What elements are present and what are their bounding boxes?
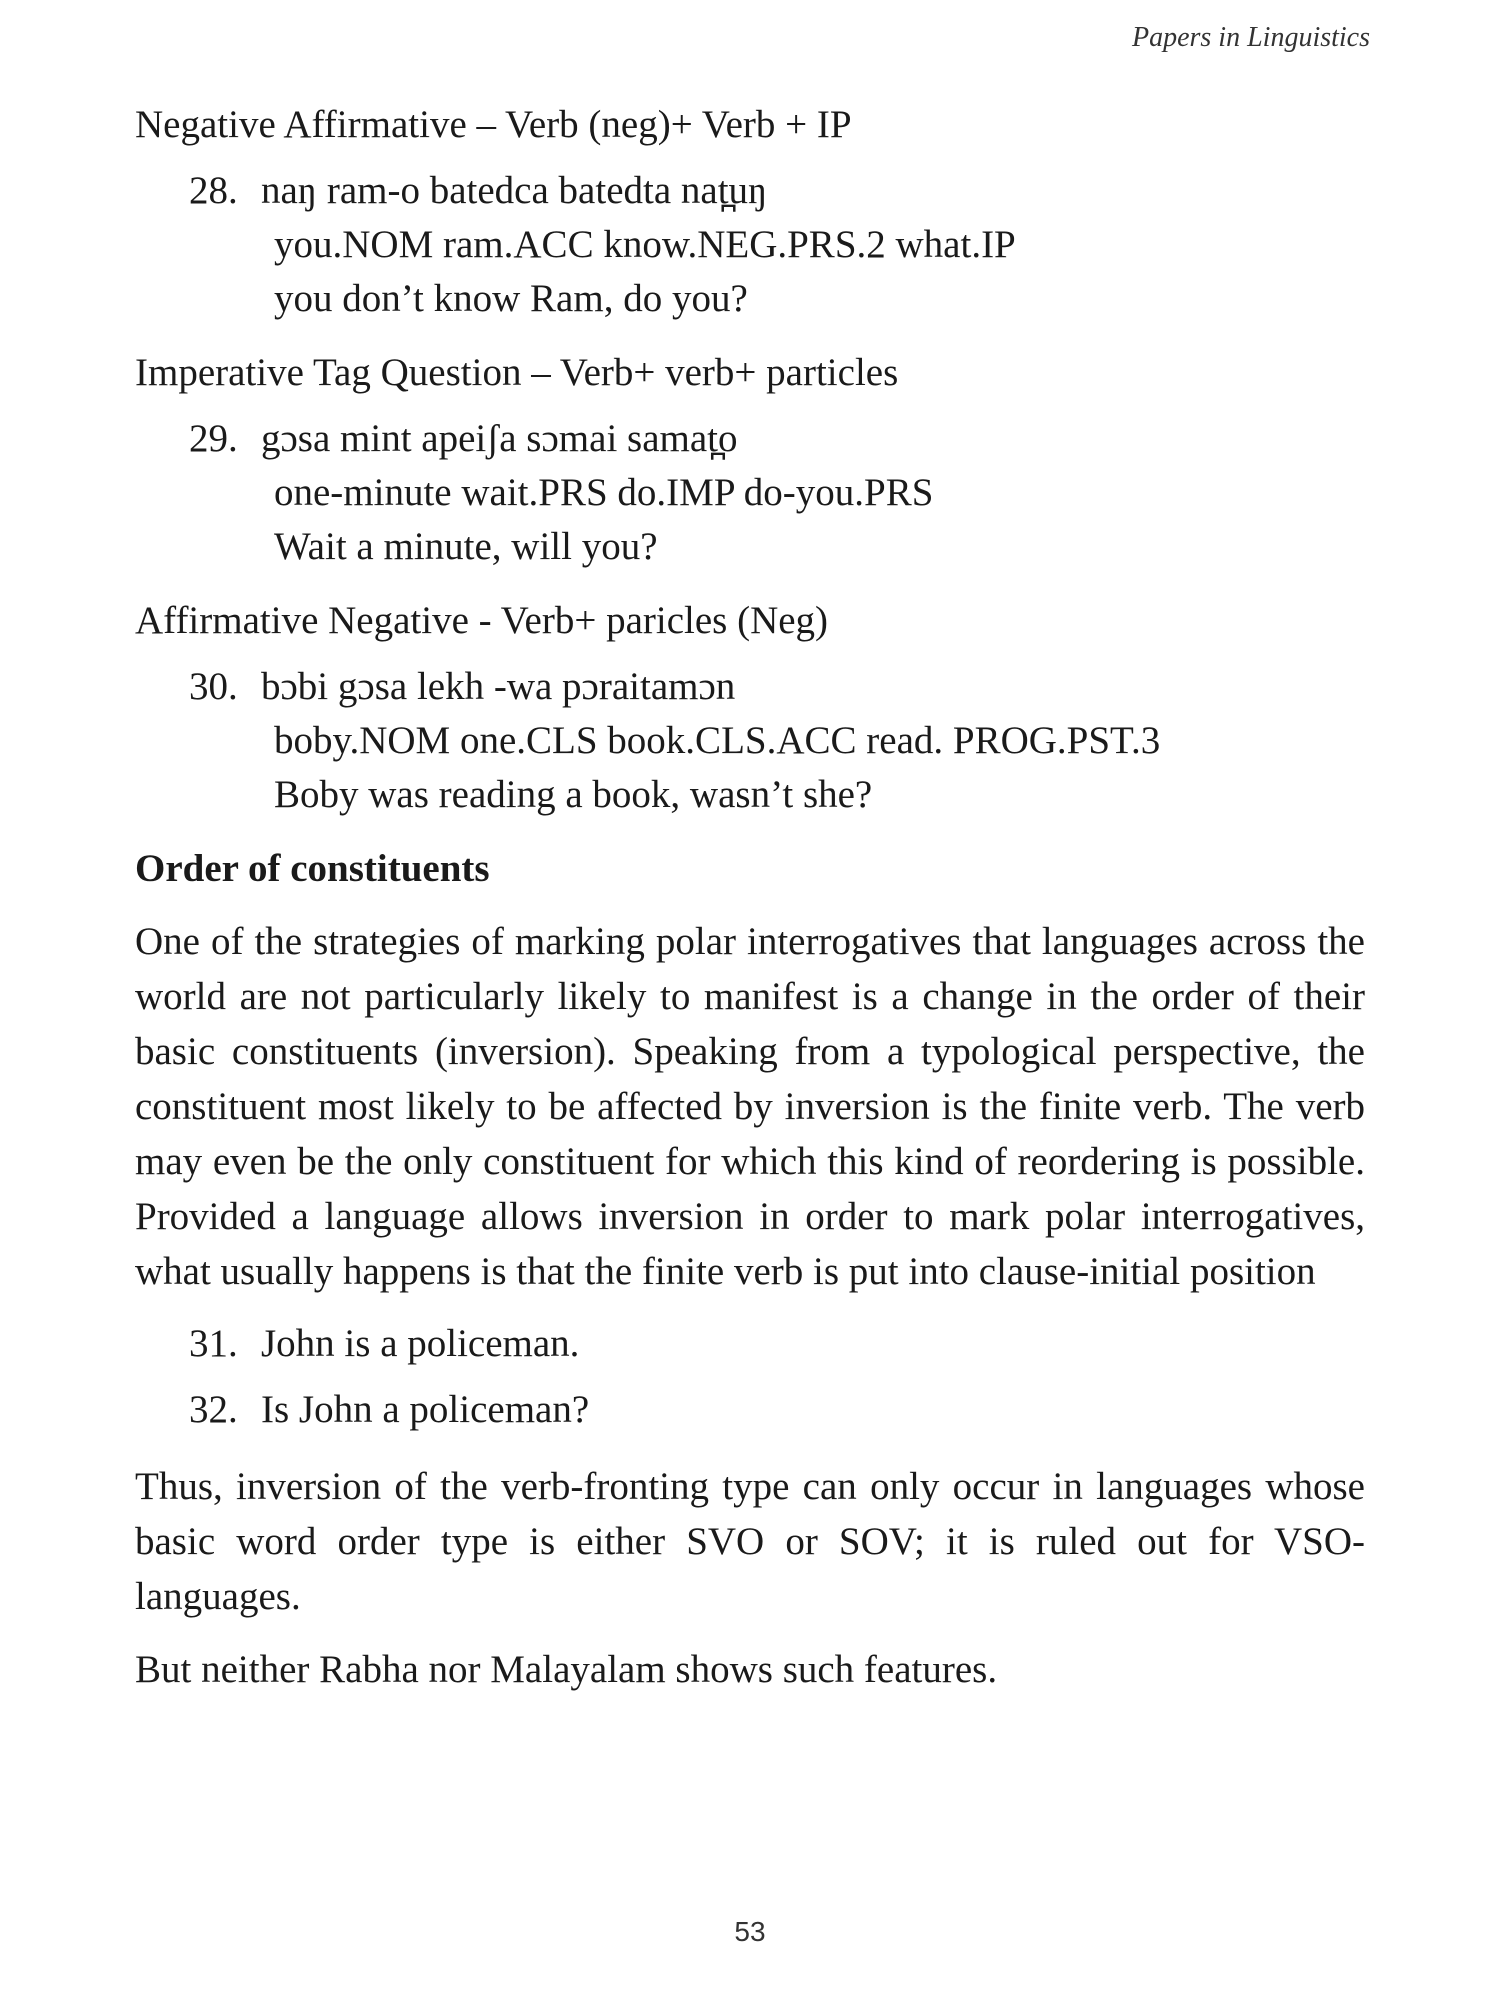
example-30-gloss: boby.NOM one.CLS book.CLS.ACC read. PROG.PST.3 — [274, 719, 1161, 762]
example-29-translation: Wait a minute, will you? — [274, 525, 658, 568]
example-text: bɔbi gɔsa lekh -wa pɔraitamɔn — [261, 665, 736, 708]
example-number: 31. — [189, 1322, 238, 1365]
page-content — [135, 98, 1365, 1715]
example-text: John is a policeman. — [261, 1322, 580, 1365]
example-30-translation: Boby was reading a book, wasn’t she? — [274, 773, 873, 816]
example-28 — [189, 164, 1365, 326]
example-31 — [189, 1317, 1365, 1371]
example-text: Is John a policeman? — [261, 1388, 590, 1431]
example-29-gloss: one-minute wait.PRS do.IMP do-you.PRS — [274, 471, 934, 514]
page-number: 53 — [734, 1916, 766, 1947]
example-32 — [189, 1383, 1365, 1437]
example-30 — [189, 660, 1365, 822]
example-number: 28. — [189, 169, 238, 212]
example-text: gɔsa mint apeiʃa sɔmai samat̪o — [261, 417, 738, 460]
section-heading: Order of constituents — [135, 847, 490, 890]
example-30-source — [189, 660, 1365, 714]
example-28-translation: you don’t know Ram, do you? — [274, 277, 748, 320]
example-number: 29. — [189, 417, 238, 460]
conclusion-paragraph: But neither Rabha nor Malayalam shows such features. — [135, 1648, 998, 1691]
example-29 — [189, 412, 1365, 574]
example-text: naŋ ram-o batedca batedta nat̪uŋ — [261, 169, 768, 212]
example-29-source — [189, 412, 1365, 466]
negative-affirmative-label: Negative Affirmative – Verb (neg)+ Verb + IP — [135, 103, 852, 146]
order-paragraph: One of the strategies of marking polar interrogatives that languages across the world are not particularly likely to manifest is a change in the order of their basic constituents (inversion). Speaking from a typological perspective, the constituent most likely to be affected by inversion is the finite verb. The verb may even be the only constituent for which this kind of reordering is possible. Provided a language allows inversion in order to mark polar interrogatives, what usually happens is that the finite verb is put into clause-initial position — [135, 920, 1365, 1293]
example-28-gloss: you.NOM ram.ACC know.NEG.PRS.2 what.IP — [274, 223, 1016, 266]
thus-paragraph: Thus, inversion of the verb-fronting type can only occur in languages whose basic word order type is either SVO or SOV; it is ruled out for VSO-languages. — [135, 1465, 1365, 1618]
example-number: 32. — [189, 1388, 238, 1431]
running-head: Papers in Linguistics — [1131, 22, 1370, 53]
example-number: 30. — [189, 665, 238, 708]
affirmative-negative-label: Affirmative Negative - Verb+ paricles (Neg) — [135, 599, 829, 642]
example-28-source — [189, 164, 1365, 218]
imperative-tag-label: Imperative Tag Question – Verb+ verb+ particles — [135, 351, 899, 394]
